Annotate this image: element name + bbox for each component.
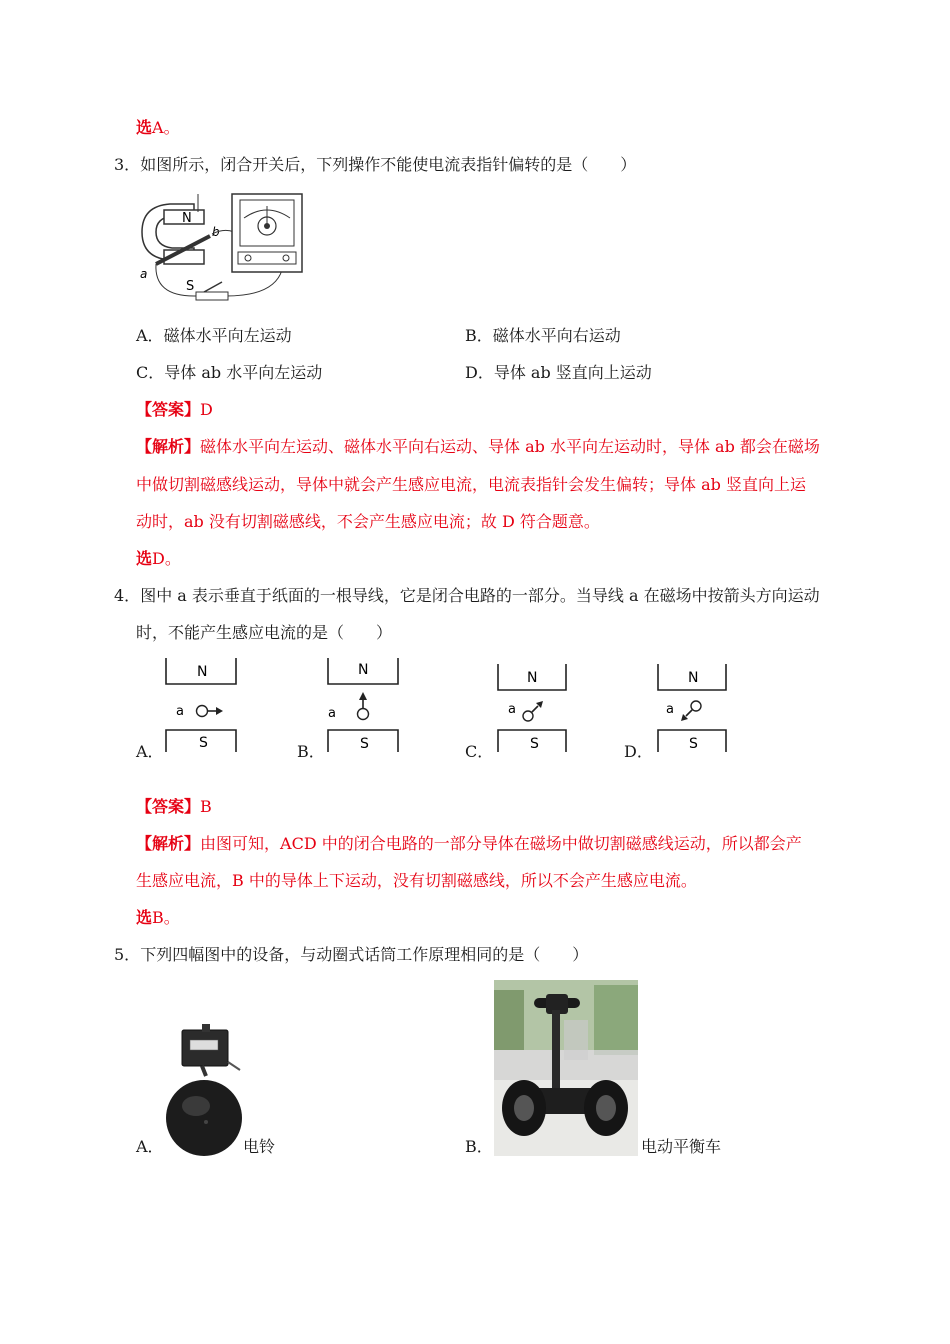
q4-option-a-key[interactable]: A． xyxy=(136,742,164,761)
analysis-label: 【解析】 xyxy=(136,834,201,853)
option-key: D． xyxy=(465,363,494,382)
q4-analysis-line-1 xyxy=(136,834,802,854)
choice-value: A。 xyxy=(152,118,180,137)
label-n: N xyxy=(358,662,369,678)
option-key: B． xyxy=(465,326,493,345)
label-a: a xyxy=(508,702,516,717)
q5-option-a-caption: 电铃 xyxy=(243,1137,276,1156)
option-text: 导体 ab 水平向左运动 xyxy=(164,363,323,382)
question-number: 3． xyxy=(114,155,141,174)
question-3 xyxy=(114,155,636,175)
q4-figure-d[interactable] xyxy=(652,662,736,754)
answer-label: 【答案】 xyxy=(136,797,201,816)
self-balancing-scooter-image[interactable] xyxy=(494,980,638,1156)
question-number: 4． xyxy=(114,586,141,605)
question-number: 5． xyxy=(114,945,141,964)
option-text: 导体 ab 竖直向上运动 xyxy=(493,363,652,382)
analysis-label: 【解析】 xyxy=(136,437,201,456)
label-a: a xyxy=(140,267,148,281)
q5-option-b-caption: 电动平衡车 xyxy=(641,1137,722,1156)
option-key: A． xyxy=(136,326,164,345)
analysis-text: 由图可知，ACD 中的闭合电路的一部分导体在磁场中做切割磁感线运动，所以都会产 xyxy=(200,834,802,853)
option-key: C． xyxy=(136,363,165,382)
wire-a xyxy=(691,701,701,711)
question-stem: 如图所示，闭合开关后，下列操作不能使电流表指针偏转的是（ ） xyxy=(140,155,637,174)
label-s: S xyxy=(530,736,539,752)
q4-option-c-key[interactable]: C． xyxy=(465,742,494,761)
question-stem-line-1: 图中 a 表示垂直于纸面的一根导线，它是闭合电路的一部分。当导线 a 在磁场中按箭头方向运动 xyxy=(140,586,820,605)
label-n: N xyxy=(688,670,699,686)
wire-a xyxy=(523,711,533,721)
choice-label: 选 xyxy=(136,908,153,927)
question-5 xyxy=(114,945,588,965)
q3-analysis-line-3: 动时，ab 没有切割磁感线，不会产生感应电流；故 D 符合题意。 xyxy=(136,512,600,531)
label-s: S xyxy=(199,735,208,751)
prev-choice xyxy=(136,118,180,138)
label-n: N xyxy=(197,664,208,680)
q4-figure-c[interactable] xyxy=(492,662,576,754)
choice-label: 选 xyxy=(136,118,153,137)
q4-answer xyxy=(136,797,212,817)
q3-option-a[interactable] xyxy=(136,326,292,346)
label-b: b xyxy=(212,225,220,239)
label-a: a xyxy=(328,706,336,721)
answer-value: B xyxy=(200,797,212,816)
label-a: a xyxy=(666,702,674,717)
wire-a xyxy=(197,706,208,717)
switch xyxy=(196,292,228,300)
label-a: a xyxy=(176,704,184,719)
question-4 xyxy=(114,586,820,606)
label-s: S xyxy=(689,736,698,752)
label-n: N xyxy=(182,211,192,226)
label-n: N xyxy=(527,670,538,686)
option-text: 磁体水平向右运动 xyxy=(492,326,621,345)
choice-value: B。 xyxy=(152,908,180,927)
q4-analysis-line-2: 生感应电流，B 中的导体上下运动，没有切割磁感线，所以不会产生感应电流。 xyxy=(136,871,697,890)
q4-option-b-key[interactable]: B． xyxy=(297,742,325,761)
q4-choice xyxy=(136,908,180,928)
motion-arrow-up-icon xyxy=(359,692,367,700)
option-text: 磁体水平向左运动 xyxy=(163,326,292,345)
analysis-text: 磁体水平向左运动、磁体水平向右运动、导体 ab 水平向左运动时，导体 ab 都会在磁场 xyxy=(200,437,820,456)
q4-option-d-key[interactable]: D． xyxy=(624,742,653,761)
q3-circuit-figure xyxy=(134,192,306,304)
choice-value: D。 xyxy=(152,549,181,568)
q3-analysis-line-2: 中做切割磁感线运动，导体中就会产生感应电流，电流表指针会发生偏转；导体 ab 竖直向上运 xyxy=(136,475,806,494)
question-stem: 下列四幅图中的设备，与动圈式话筒工作原理相同的是（ ） xyxy=(140,945,589,964)
answer-label: 【答案】 xyxy=(136,400,201,419)
q3-answer xyxy=(136,400,213,420)
question-4-stem-line-2: 时，不能产生感应电流的是（ ） xyxy=(136,623,393,642)
q5-option-b-key[interactable]: B． xyxy=(465,1137,493,1156)
q5-option-a-key[interactable]: A． xyxy=(136,1137,164,1156)
q3-option-d[interactable] xyxy=(465,363,652,383)
q4-figure-a[interactable] xyxy=(160,656,244,754)
choice-label: 选 xyxy=(136,549,153,568)
label-s: S xyxy=(186,279,195,294)
q3-option-b[interactable] xyxy=(465,326,621,346)
label-s: S xyxy=(360,736,369,752)
q3-option-c[interactable] xyxy=(136,363,322,383)
wire-a xyxy=(358,709,369,720)
motion-arrow-right-icon xyxy=(216,707,223,715)
q3-choice xyxy=(136,549,181,569)
electric-bell-image[interactable] xyxy=(162,1022,242,1156)
q3-analysis-line-1 xyxy=(136,437,820,457)
q4-figure-b[interactable] xyxy=(322,656,406,754)
answer-value: D xyxy=(200,400,213,419)
